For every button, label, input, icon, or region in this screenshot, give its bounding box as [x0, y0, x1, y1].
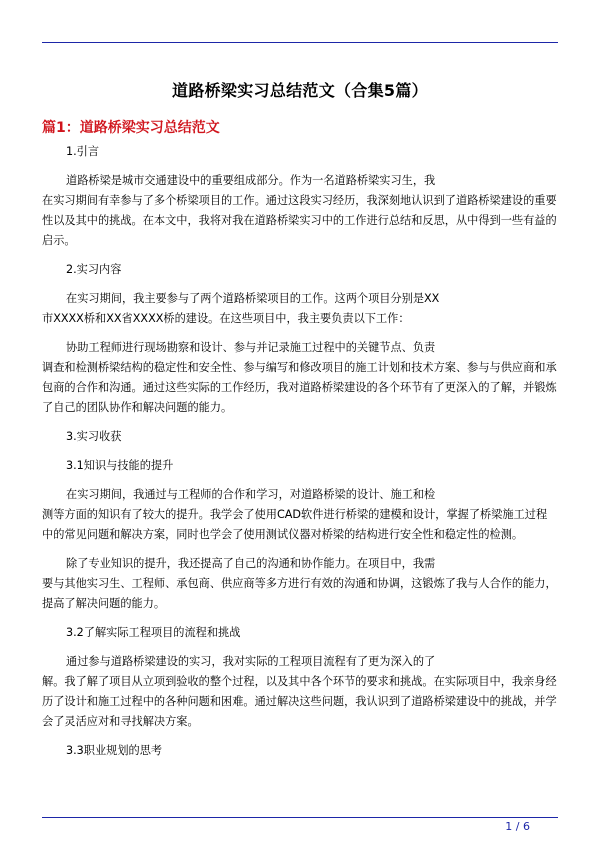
document-title: 道路桥梁实习总结范文（合集5篇） [172, 81, 428, 100]
paragraph: 在实习期间，我通过与工程师的合作和学习，对道路桥梁的设计、施工和检 测等方面的知识有了较大的提升。我学会了使用CAD软件进行桥梁的建模和设计，掌握了桥梁施工过程中的常见问题和解决方案，同时也学会了使用测试仪器对桥梁的结构进行安全性和稳定性的检测。 [42, 488, 548, 541]
paragraph: 除了专业知识的提升，我还提高了自己的沟通和协作能力。在项目中，我需 要与其他实习生、工程师、承包商、供应商等多方进行有效的沟通和协调，这锻炼了我与人合作的能力，提高了解决问题的能力。 [42, 557, 557, 610]
header-rule [42, 42, 558, 43]
paragraph-heading-gains: 3.实习收获 [66, 430, 122, 443]
paragraph: 道路桥梁是城市交通建设中的重要组成部分。作为一名道路桥梁实习生，我 在实习期间有幸参与了多个桥梁项目的工作。通过这段实习经历，我深刻地认识到了道路桥梁建设的重要性以及其中的挑战。在本文中，我将对我在道路桥梁实习中的工作进行总结和反思，从中得到一些有益的启示。 [42, 174, 557, 247]
page-indicator: 1 / 6 [505, 820, 530, 833]
section-title: 篇1：道路桥梁实习总结范文 [42, 120, 220, 136]
paragraph: 协助工程师进行现场勘察和设计、参与并记录施工过程中的关键节点、负责 调查和检测桥梁结构的稳定性和安全性、参与编写和修改项目的施工计划和技术方案、参与与供应商和承包商的合作和沟通。通过这些实际的工作经历，我对道路桥梁建设的各个环节有了更深入的了解，并锻炼了自己的团队协作和解决问题的能力。 [42, 341, 557, 414]
paragraph: 通过参与道路桥梁建设的实习，我对实际的工程项目流程有了更为深入的了 解。我了解了项目从立项到验收的整个过程，以及其中各个环节的要求和挑战。在实际项目中，我亲身经历了设计和施工过程中的各种问题和困难。通过解决这些问题，我认识到了道路桥梁建设中的挑战，并学会了灵活应对和寻找解决方案。 [42, 655, 557, 728]
footer-rule [42, 817, 558, 818]
paragraph: 在实习期间，我主要参与了两个道路桥梁项目的工作。这两个项目分别是XX 市XXXX桥和XX省XXXX桥的建设。在这些项目中，我主要负责以下工作： [42, 292, 440, 325]
paragraph-heading-content: 2.实习内容 [66, 263, 122, 276]
paragraph-heading-process: 3.2了解实际工程项目的流程和挑战 [66, 626, 241, 639]
paragraph-heading-intro: 1.引言 [66, 145, 100, 158]
paragraph-heading-career: 3.3职业规划的思考 [66, 744, 163, 757]
document-body [42, 142, 558, 761]
paragraph-heading-knowledge: 3.1知识与技能的提升 [66, 459, 174, 472]
